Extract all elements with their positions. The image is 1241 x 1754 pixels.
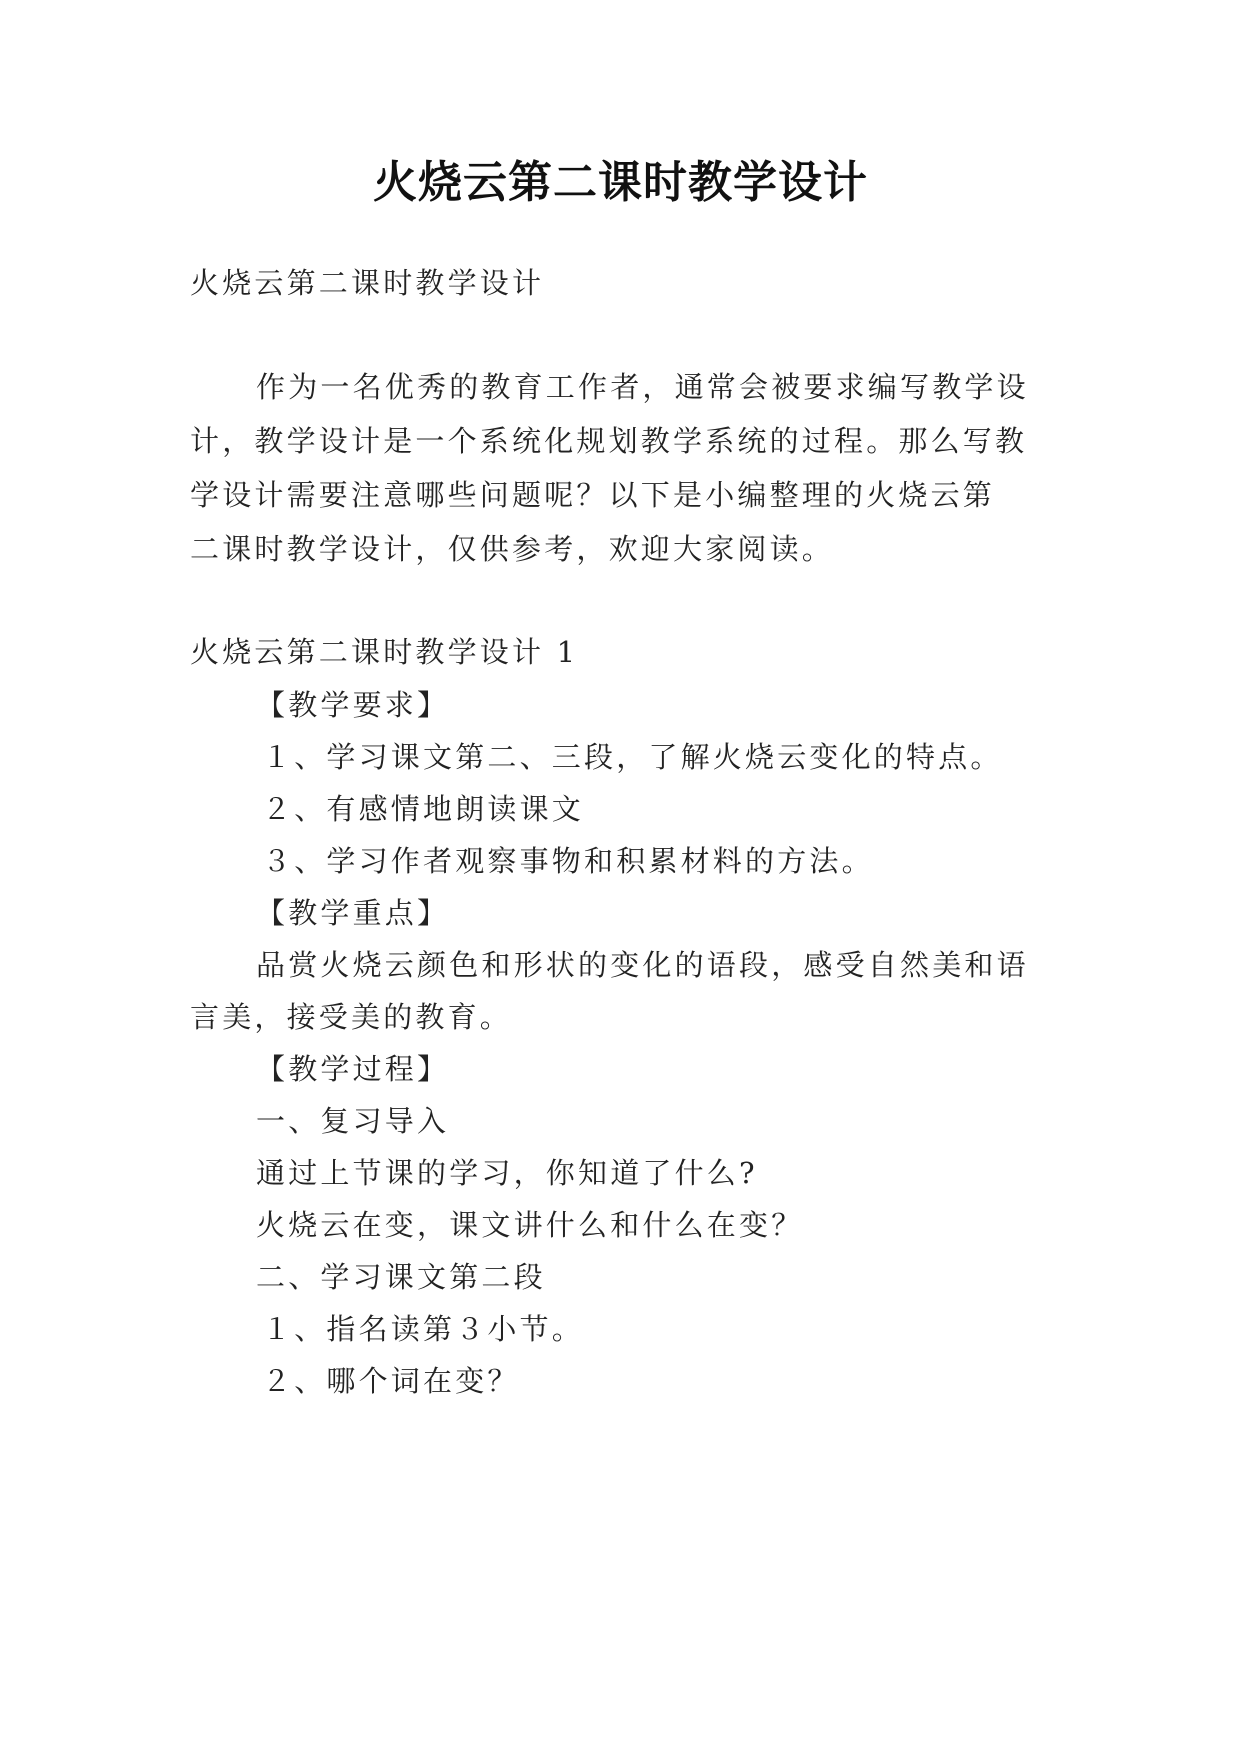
step2-line-1: １、指名读第３小节。: [262, 1312, 585, 1346]
requirement-item-3: ３、学习作者观察事物和积累材料的方法。: [262, 844, 874, 878]
process-heading: 【教学过程】: [256, 1052, 450, 1086]
requirement-item-2: ２、有感情地朗读课文: [262, 792, 585, 826]
intro-line-1: 作为一名优秀的教育工作者，通常会被要求编写教学设: [256, 370, 1029, 404]
requirements-heading: 【教学要求】: [256, 688, 450, 722]
step1-line-2: 火烧云在变，课文讲什么和什么在变？: [256, 1208, 804, 1242]
focus-line-2: 言美，接受美的教育。: [190, 1000, 513, 1034]
document-subtitle: 火烧云第二课时教学设计: [190, 266, 545, 300]
step2-heading: 二、学习课文第二段: [256, 1260, 546, 1294]
intro-line-4: 二课时教学设计，仅供参考，欢迎大家阅读。: [190, 532, 835, 566]
intro-line-3: 学设计需要注意哪些问题呢？以下是小编整理的火烧云第: [190, 478, 996, 512]
focus-heading: 【教学重点】: [256, 896, 450, 930]
section-title: 火烧云第二课时教学设计 1: [190, 635, 579, 669]
step1-line-1: 通过上节课的学习，你知道了什么?: [256, 1156, 758, 1190]
requirement-item-1: １、学习课文第二、三段，了解火烧云变化的特点。: [262, 740, 1003, 774]
step2-line-2: ２、哪个词在变？: [262, 1364, 520, 1398]
step1-heading: 一、复习导入: [256, 1104, 450, 1138]
document-title: 火烧云第二课时教学设计: [373, 157, 868, 208]
focus-line-1: 品赏火烧云颜色和形状的变化的语段，感受自然美和语: [256, 948, 1029, 982]
intro-line-2: 计，教学设计是一个系统化规划教学系统的过程。那么写教: [190, 424, 1028, 458]
